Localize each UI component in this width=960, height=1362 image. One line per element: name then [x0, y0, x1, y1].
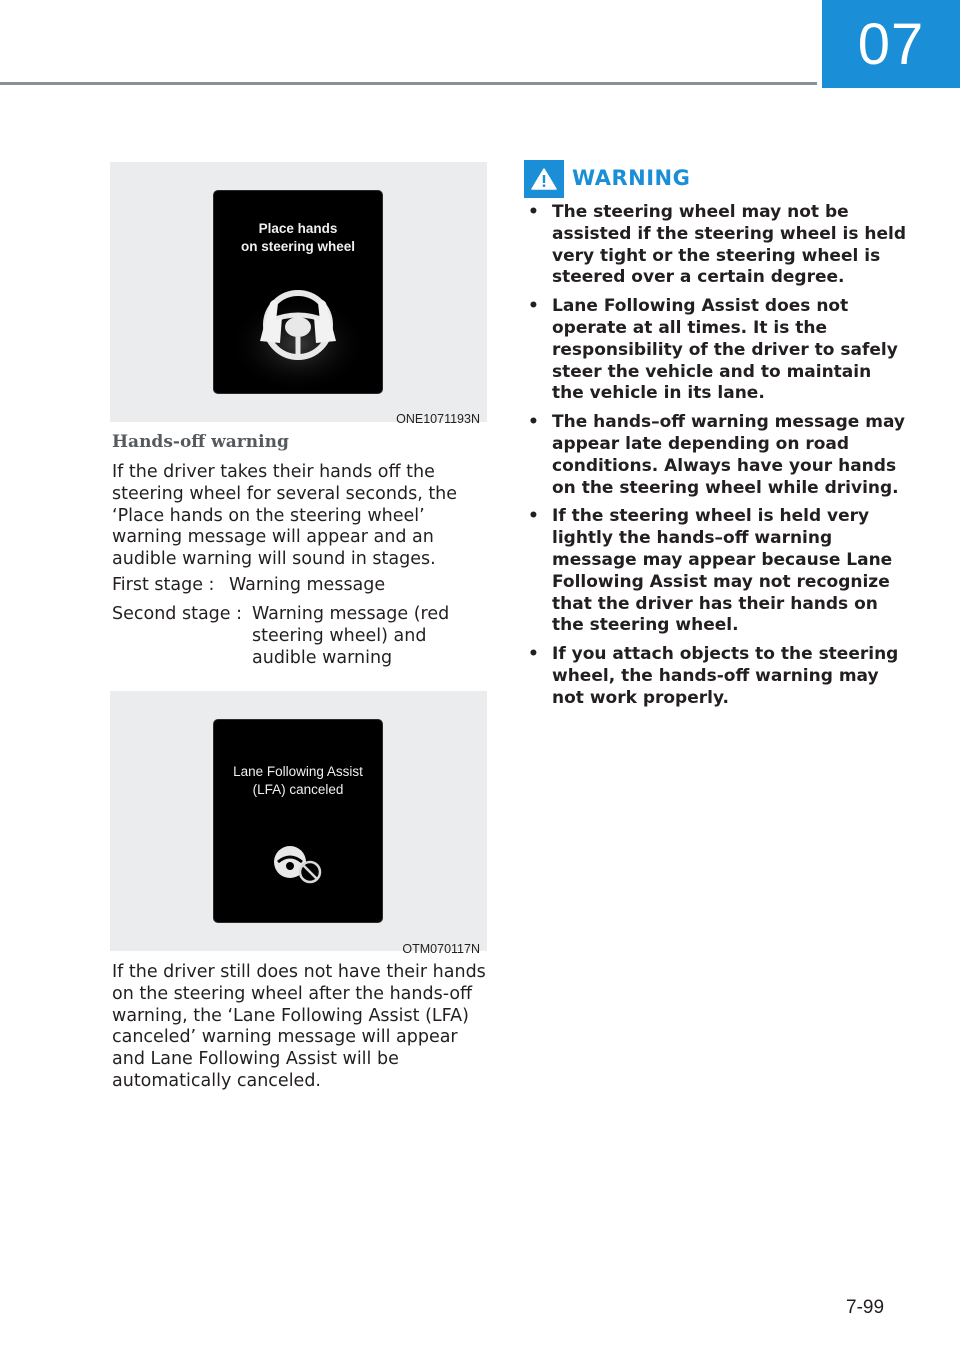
figure-code-text: ONE1071193N: [396, 412, 480, 426]
screen-line-1: Lane Following Assist: [233, 764, 363, 779]
stage-text: Warning message (red steering wheel) and audible warning: [252, 604, 450, 668]
section-heading: Hands-off warning: [112, 432, 289, 452]
list-item: [528, 506, 908, 637]
list-item-text: The hands–off warning message may appear late depending on road conditions. Always have your hands on the steering wheel while driving.: [552, 412, 905, 498]
stage-label: First stage :: [112, 575, 215, 595]
warning-list: [528, 202, 908, 717]
bullet: •: [528, 412, 539, 433]
screen-line-1: Place hands: [258, 221, 338, 236]
bullet: •: [528, 644, 539, 665]
hands-on-steering-wheel-icon: [214, 191, 382, 393]
cluster-display: [214, 720, 382, 922]
bullet: •: [528, 296, 539, 317]
header-rule: [0, 82, 817, 85]
figure-code-2: [110, 938, 480, 957]
bullet: •: [528, 202, 539, 222]
warning-triangle-icon: [530, 167, 558, 191]
warning-badge: [524, 160, 564, 198]
paragraph-lfa-canceled: If the driver still does not have their hands on the steering wheel after the hands-off warning, the ‘Lane Following Assist (LFA) canceled’ warning message will appear and Lane Following Assist will be automatically canceled.: [112, 962, 486, 1091]
figure-code-1: [110, 408, 480, 427]
stage-text: Warning message: [229, 575, 386, 595]
list-item-text: If you attach objects to the steering wheel, the hands-off warning may not work properly.: [552, 644, 899, 708]
list-item: [528, 412, 908, 499]
paragraph-hands-off: If the driver takes their hands off the steering wheel for several seconds, the ‘Place hands on the steering wheel’ warning message will appear and an audible warning will sound in stages.: [112, 462, 458, 570]
list-item-text: If the steering wheel is held very lightly the hands–off warning message may appear because Lane Following Assist may not recognize that the driver has their hands on the steering wheel.: [552, 506, 893, 636]
bullet: •: [528, 506, 539, 527]
screen-line-2: on steering wheel: [240, 239, 356, 254]
figure-hands-off-warning: [110, 162, 487, 422]
screen-line-2: (LFA) canceled: [252, 782, 344, 797]
list-item-text: The steering wheel may not be assisted if the steering wheel is held very tight or the steering wheel is steered over a certain degree.: [552, 202, 907, 288]
cluster-display: [214, 191, 382, 393]
figure-lfa-canceled: [110, 691, 487, 951]
lfa-canceled-icon: [214, 720, 382, 922]
page-number: 7-99: [846, 1297, 885, 1318]
warning-title: WARNING: [572, 166, 691, 190]
list-item-text: Lane Following Assist does not operate at all times. It is the responsibility of the driver to safely steer the vehicle and to maintain the vehicle in its lane.: [552, 296, 898, 404]
list-item: [528, 644, 908, 709]
list-item: [528, 202, 908, 289]
chapter-tab: [822, 0, 960, 88]
chapter-number: 07: [857, 11, 925, 77]
figure-code-text: OTM070117N: [402, 942, 480, 956]
list-item: [528, 296, 908, 405]
stage-label: Second stage :: [112, 604, 243, 624]
